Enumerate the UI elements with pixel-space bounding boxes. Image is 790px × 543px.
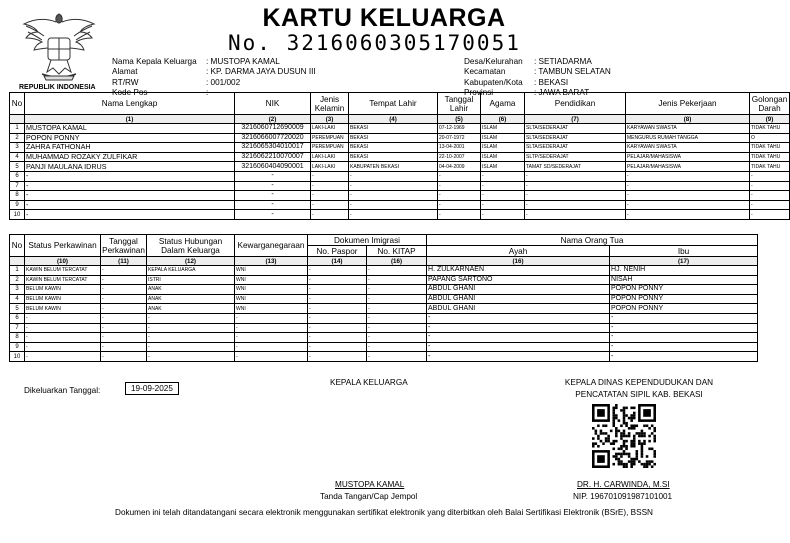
- table-cell: -: [525, 200, 626, 210]
- table-cell: -: [308, 333, 367, 343]
- t1-header-cell: Nama Lengkap: [25, 93, 235, 115]
- info-row: [112, 68, 316, 76]
- t2-col-number: (14): [308, 257, 367, 266]
- table-cell: ISLAM: [481, 162, 525, 172]
- table-cell: SLTA/SEDERAJAT: [525, 143, 626, 153]
- table-cell: 9: [10, 200, 25, 210]
- t2-col-number: (10): [25, 257, 101, 266]
- info-label: Nama Kepala Keluarga: [112, 57, 197, 66]
- t1-col-number: (3): [311, 115, 349, 124]
- t1-col-number: (2): [235, 115, 311, 124]
- kk-number: No. 3216060305170051: [228, 31, 521, 55]
- table-cell: 3: [10, 143, 25, 153]
- dinas-official-name: DR. H. CARWINDA, M.SI: [577, 480, 670, 489]
- table-cell: -: [367, 266, 427, 276]
- table-cell: -: [25, 333, 101, 343]
- table-cell: -: [367, 275, 427, 285]
- t1-header-cell: Golongan Darah: [750, 93, 790, 115]
- table-cell: 3: [10, 285, 25, 295]
- info-row: [464, 79, 611, 87]
- table-cell: -: [349, 171, 438, 181]
- table-cell: -: [235, 313, 308, 323]
- info-label: Provinsi: [464, 87, 494, 97]
- info-row: [464, 68, 611, 76]
- table-cell: MUSTOPA KAMAL: [25, 124, 235, 134]
- table-cell: -: [438, 191, 481, 201]
- table-cell: ABDUL GHANI: [427, 304, 610, 314]
- info-row: [112, 79, 316, 87]
- table-cell: -: [525, 171, 626, 181]
- table-cell: BELUM KAWIN: [25, 294, 101, 304]
- table-cell: ISLAM: [481, 133, 525, 143]
- table-cell: -: [427, 352, 610, 362]
- table-row: [10, 333, 758, 343]
- col-no-paspor: No. Paspor: [308, 246, 367, 257]
- table-cell: TIDAK TAHU: [750, 162, 790, 172]
- table-cell: 4: [10, 294, 25, 304]
- table-cell: WNI: [235, 266, 308, 276]
- table-cell: -: [101, 333, 147, 343]
- info-label: Kecamatan: [464, 67, 506, 77]
- table-cell: ABDUL GHANI: [427, 285, 610, 295]
- table-cell: 8: [10, 333, 25, 343]
- table-row: [10, 200, 790, 210]
- col-status-perkawinan: Status Perkawinan: [25, 235, 101, 257]
- table-cell: -: [235, 333, 308, 343]
- table-cell: ISLAM: [481, 143, 525, 153]
- col-nama-orang-tua: Nama Orang Tua: [427, 235, 758, 246]
- table-cell: -: [147, 323, 235, 333]
- table-cell: ISLAM: [481, 152, 525, 162]
- table-cell: 1: [10, 124, 25, 134]
- table-row: [10, 162, 790, 172]
- table-cell: -: [235, 191, 311, 201]
- table-cell: -: [25, 313, 101, 323]
- table-cell: 7: [10, 181, 25, 191]
- table-cell: HJ. NENIH: [610, 266, 758, 276]
- t2-col-number: (13): [235, 257, 308, 266]
- table-cell: -: [308, 275, 367, 285]
- table-cell: -: [367, 342, 427, 352]
- table-cell: -: [349, 181, 438, 191]
- dinas-title-2: PENCATATAN SIPIL KAB. BEKASI: [575, 390, 703, 399]
- table-cell: -: [626, 191, 750, 201]
- table-row: [10, 210, 790, 220]
- table-cell: -: [101, 285, 147, 295]
- table-cell: SLTA/SEDERAJAT: [525, 133, 626, 143]
- table-cell: -: [235, 323, 308, 333]
- table-cell: -: [481, 210, 525, 220]
- table-cell: PELAJAR/MAHASISWA: [626, 162, 750, 172]
- table-cell: 07-12-1969: [438, 124, 481, 134]
- kepala-keluarga-name: MUSTOPA KAMAL: [335, 480, 405, 489]
- t1-col-number: (4): [349, 115, 438, 124]
- table-cell: -: [367, 313, 427, 323]
- info-value: : SETIADARMA: [534, 57, 592, 66]
- table-cell: TIDAK TAHU: [750, 124, 790, 134]
- table-row: [10, 124, 790, 134]
- table-cell: -: [25, 181, 235, 191]
- table-cell: POPON PONNY: [610, 304, 758, 314]
- table-cell: -: [349, 210, 438, 220]
- document-title: KARTU KELUARGA: [262, 4, 506, 32]
- table-cell: ANAK: [147, 294, 235, 304]
- table-row: [10, 313, 758, 323]
- t1-col-number: (8): [626, 115, 750, 124]
- table-cell: WNI: [235, 275, 308, 285]
- info-row: [112, 58, 316, 66]
- t1-col-number: [10, 115, 25, 124]
- table-cell: -: [25, 200, 235, 210]
- table-cell: 04-04-2009: [438, 162, 481, 172]
- table-cell: KEPALA KELUARGA: [147, 266, 235, 276]
- table-cell: 9: [10, 342, 25, 352]
- dinas-title-1: KEPALA DINAS KEPENDUDUKAN DAN: [564, 378, 714, 387]
- table-cell: 10: [10, 210, 25, 220]
- info-label: Desa/Kelurahan: [464, 57, 523, 66]
- table-cell: -: [367, 294, 427, 304]
- table-cell: MENGURUS RUMAH TANGGA: [626, 133, 750, 143]
- issued-date: 19-09-2025: [125, 382, 179, 395]
- col-ibu: Ibu: [610, 246, 758, 257]
- table-cell: ANAK: [147, 304, 235, 314]
- table-cell: -: [750, 171, 790, 181]
- table-cell: -: [308, 304, 367, 314]
- table-cell: WNI: [235, 304, 308, 314]
- t1-header-cell: Agama: [481, 93, 525, 115]
- info-value: :: [206, 87, 209, 97]
- table-row: [10, 352, 758, 362]
- table-cell: BEKASI: [349, 133, 438, 143]
- t1-col-number: (9): [750, 115, 790, 124]
- table-cell: -: [367, 285, 427, 295]
- table-row: [10, 323, 758, 333]
- table-cell: -: [25, 210, 235, 220]
- table-row: [10, 275, 758, 285]
- table-cell: KAWIN BELUM TERCATAT: [25, 266, 101, 276]
- table-cell: -: [308, 323, 367, 333]
- table-cell: TIDAK TAHU: [750, 143, 790, 153]
- t2-col-number: (17): [610, 257, 758, 266]
- table-cell: -: [349, 191, 438, 201]
- table-cell: -: [626, 210, 750, 220]
- table-cell: -: [367, 323, 427, 333]
- table-cell: -: [427, 313, 610, 323]
- t2-col-number: [10, 257, 25, 266]
- table-cell: -: [311, 181, 349, 191]
- table-cell: POPON PONNY: [610, 294, 758, 304]
- table-cell: 5: [10, 162, 25, 172]
- table-cell: -: [481, 200, 525, 210]
- table-row: [10, 342, 758, 352]
- t1-header-cell: NIK: [235, 93, 311, 115]
- table-cell: -: [308, 352, 367, 362]
- table-cell: -: [235, 210, 311, 220]
- table-cell: ZAHRA FATHONAH: [25, 143, 235, 153]
- table-cell: -: [235, 352, 308, 362]
- t1-header-cell: No: [10, 93, 25, 115]
- family-status-table: [9, 234, 758, 362]
- table-row: [10, 304, 758, 314]
- republic-label: REPUBLIK INDONESIA: [19, 84, 96, 91]
- signature-label: Tanda Tangan/Cap Jempol: [320, 492, 418, 501]
- members-table: [9, 92, 790, 220]
- table-cell: -: [308, 294, 367, 304]
- table-cell: -: [525, 191, 626, 201]
- table-cell: NISAH: [610, 275, 758, 285]
- table-cell: -: [438, 210, 481, 220]
- issued-label: Dikeluarkan Tanggal:: [24, 386, 101, 395]
- table-cell: -: [308, 266, 367, 276]
- table-cell: -: [750, 210, 790, 220]
- t1-col-number: (7): [525, 115, 626, 124]
- table-cell: -: [101, 323, 147, 333]
- table-cell: ISLAM: [481, 124, 525, 134]
- table-row: [10, 294, 758, 304]
- table-cell: -: [367, 352, 427, 362]
- table-cell: KARYAWAN SWASTA: [626, 124, 750, 134]
- kepala-keluarga-title: KEPALA KELUARGA: [330, 378, 408, 387]
- table-cell: -: [481, 191, 525, 201]
- table-cell: -: [235, 200, 311, 210]
- table-cell: -: [311, 210, 349, 220]
- col-ayah: Ayah: [427, 246, 610, 257]
- table-cell: BEKASI: [349, 143, 438, 153]
- col-tanggal-perkawinan: Tanggal Perkawinan: [102, 236, 145, 255]
- table-cell: -: [367, 333, 427, 343]
- dinas-official-nip: NIP. 196701091987101001: [573, 492, 673, 501]
- table-cell: -: [235, 342, 308, 352]
- table-cell: LAKI-LAKI: [311, 124, 349, 134]
- info-row: [464, 58, 611, 66]
- table-cell: -: [626, 171, 750, 181]
- table-cell: 6: [10, 171, 25, 181]
- info-value: : KP. DARMA JAYA DUSUN III: [206, 67, 316, 77]
- t1-header-cell: Pendidikan: [525, 93, 626, 115]
- table-cell: 5: [10, 304, 25, 314]
- info-value: : MUSTOPA KAMAL: [206, 57, 280, 66]
- table-cell: -: [235, 171, 311, 181]
- info-label: Alamat: [112, 67, 138, 77]
- electronic-signature-note: Dokumen ini telah ditandatangani secara elektronik menggunakan sertifikat elektronik yang diterbitkan oleh Balai Sertifikasi Elektronik (BSrE), BSSN: [115, 508, 653, 517]
- table-cell: -: [25, 352, 101, 362]
- table-cell: -: [367, 304, 427, 314]
- col-status-hubungan: Status Hubungan Dalam Keluarga: [147, 235, 235, 257]
- info-value: : BEKASI: [534, 77, 569, 87]
- info-label: Kode Pos: [112, 87, 148, 97]
- table-cell: -: [308, 285, 367, 295]
- table-cell: 4: [10, 152, 25, 162]
- table-cell: -: [147, 352, 235, 362]
- table-cell: -: [610, 333, 758, 343]
- table-cell: LAKI-LAKI: [311, 162, 349, 172]
- table-cell: -: [25, 171, 235, 181]
- table-cell: WNI: [235, 285, 308, 295]
- table-cell: 3216065304010017: [235, 143, 311, 153]
- table-cell: WNI: [235, 294, 308, 304]
- info-value: : JAWA BARAT: [534, 87, 590, 97]
- info-label: RT/RW: [112, 77, 139, 87]
- t2-col-number: (16): [427, 257, 610, 266]
- table-cell: 1: [10, 266, 25, 276]
- table-cell: 22-10-2007: [438, 152, 481, 162]
- col-kewarganegaraan: Kewarganegaraan: [235, 235, 308, 257]
- table-cell: -: [308, 342, 367, 352]
- t1-header-cell: Tanggal Lahir: [438, 93, 481, 115]
- table-cell: -: [427, 333, 610, 343]
- table-cell: 2: [10, 133, 25, 143]
- table-cell: -: [311, 200, 349, 210]
- table-cell: -: [626, 200, 750, 210]
- table-cell: BELUM KAWIN: [25, 304, 101, 314]
- table-cell: -: [101, 313, 147, 323]
- t1-header-cell: Tempat Lahir: [349, 93, 438, 115]
- table-cell: PANJI MAULANA IDRUS: [25, 162, 235, 172]
- col-no: No: [10, 235, 25, 257]
- table-cell: -: [750, 191, 790, 201]
- table-cell: -: [101, 275, 147, 285]
- table-cell: -: [610, 323, 758, 333]
- table-cell: SLTA/SEDERAJAT: [525, 124, 626, 134]
- table-cell: TIDAK TAHU: [750, 152, 790, 162]
- table-cell: 6: [10, 313, 25, 323]
- table-cell: H. ZULKARNAEN: [427, 266, 610, 276]
- table-cell: PEREMPUAN: [311, 133, 349, 143]
- table-cell: BELUM KAWIN: [25, 285, 101, 295]
- table-cell: BEKASI: [349, 152, 438, 162]
- t1-col-number: (6): [481, 115, 525, 124]
- table-row: [10, 285, 758, 295]
- table-cell: -: [147, 313, 235, 323]
- table-cell: -: [349, 200, 438, 210]
- table-cell: -: [525, 181, 626, 191]
- table-cell: BEKASI: [349, 124, 438, 134]
- table-cell: 3216066007720020: [235, 133, 311, 143]
- col-dokumen-imigrasi: Dokumen Imigrasi: [308, 235, 427, 246]
- info-value: : TAMBUN SELATAN: [534, 67, 611, 77]
- table-cell: 10: [10, 352, 25, 362]
- table-row: [10, 181, 790, 191]
- table-cell: -: [750, 200, 790, 210]
- table-row: [10, 171, 790, 181]
- table-cell: -: [25, 191, 235, 201]
- table-cell: PELAJAR/MAHASISWA: [626, 152, 750, 162]
- table-cell: -: [525, 210, 626, 220]
- table-cell: PEREMPUAN: [311, 143, 349, 153]
- table-cell: -: [235, 181, 311, 191]
- table-cell: ANAK: [147, 285, 235, 295]
- table-cell: -: [101, 342, 147, 352]
- table-cell: POPON PONNY: [25, 133, 235, 143]
- table-cell: -: [308, 313, 367, 323]
- info-label: Kabupaten/Kota: [464, 77, 523, 87]
- table-cell: 13-04-2001: [438, 143, 481, 153]
- table-cell: -: [25, 323, 101, 333]
- table-cell: KAWIN BELUM TERCATAT: [25, 275, 101, 285]
- table-cell: -: [101, 266, 147, 276]
- t2-col-number: (11): [101, 257, 147, 266]
- table-row: [10, 191, 790, 201]
- t1-header-cell: Jenis Kelamin: [311, 93, 349, 115]
- t1-col-number: (5): [438, 115, 481, 124]
- table-row: [10, 143, 790, 153]
- table-cell: 7: [10, 323, 25, 333]
- t1-col-number: (1): [25, 115, 235, 124]
- table-cell: -: [427, 342, 610, 352]
- table-cell: 20-07-1972: [438, 133, 481, 143]
- info-value: : 001/002: [206, 77, 241, 87]
- table-cell: -: [101, 294, 147, 304]
- table-cell: -: [427, 323, 610, 333]
- table-row: [10, 152, 790, 162]
- t2-col-number: (12): [147, 257, 235, 266]
- t1-header-cell: Jenis Pekerjaan: [626, 93, 750, 115]
- table-cell: POPON PONNY: [610, 285, 758, 295]
- table-cell: -: [311, 191, 349, 201]
- table-cell: ABDUL GHANI: [427, 294, 610, 304]
- table-cell: 3216060404090001: [235, 162, 311, 172]
- table-cell: -: [481, 181, 525, 191]
- table-cell: -: [610, 313, 758, 323]
- table-cell: -: [438, 181, 481, 191]
- table-cell: -: [438, 200, 481, 210]
- table-cell: -: [626, 181, 750, 191]
- table-cell: 3216060712690009: [235, 124, 311, 134]
- table-cell: -: [311, 171, 349, 181]
- table-cell: PAPANG SARTONO: [427, 275, 610, 285]
- qr-code-icon: [592, 404, 656, 468]
- table-cell: KARYAWAN SWASTA: [626, 143, 750, 153]
- table-cell: -: [610, 342, 758, 352]
- table-cell: -: [481, 171, 525, 181]
- col-no-kitap: No. KITAP: [367, 246, 427, 257]
- table-cell: LAKI-LAKI: [311, 152, 349, 162]
- table-cell: -: [147, 333, 235, 343]
- table-cell: -: [101, 304, 147, 314]
- table-cell: TAMAT SD/SEDERAJAT: [525, 162, 626, 172]
- table-cell: -: [610, 352, 758, 362]
- table-row: [10, 133, 790, 143]
- table-cell: -: [438, 171, 481, 181]
- table-cell: -: [750, 181, 790, 191]
- table-cell: MUHAMMAD ROZAKY ZULFIKAR: [25, 152, 235, 162]
- table-cell: -: [25, 342, 101, 352]
- table-cell: 8: [10, 191, 25, 201]
- table-cell: -: [147, 342, 235, 352]
- table-cell: SLTP/SEDERAJAT: [525, 152, 626, 162]
- table-cell: O: [750, 133, 790, 143]
- table-cell: KABUPATEN BEKASI: [349, 162, 438, 172]
- table-cell: 2: [10, 275, 25, 285]
- t2-col-number: (16): [367, 257, 427, 266]
- table-cell: 3216062210070007: [235, 152, 311, 162]
- table-cell: ISTRI: [147, 275, 235, 285]
- table-cell: -: [101, 352, 147, 362]
- table-row: [10, 266, 758, 276]
